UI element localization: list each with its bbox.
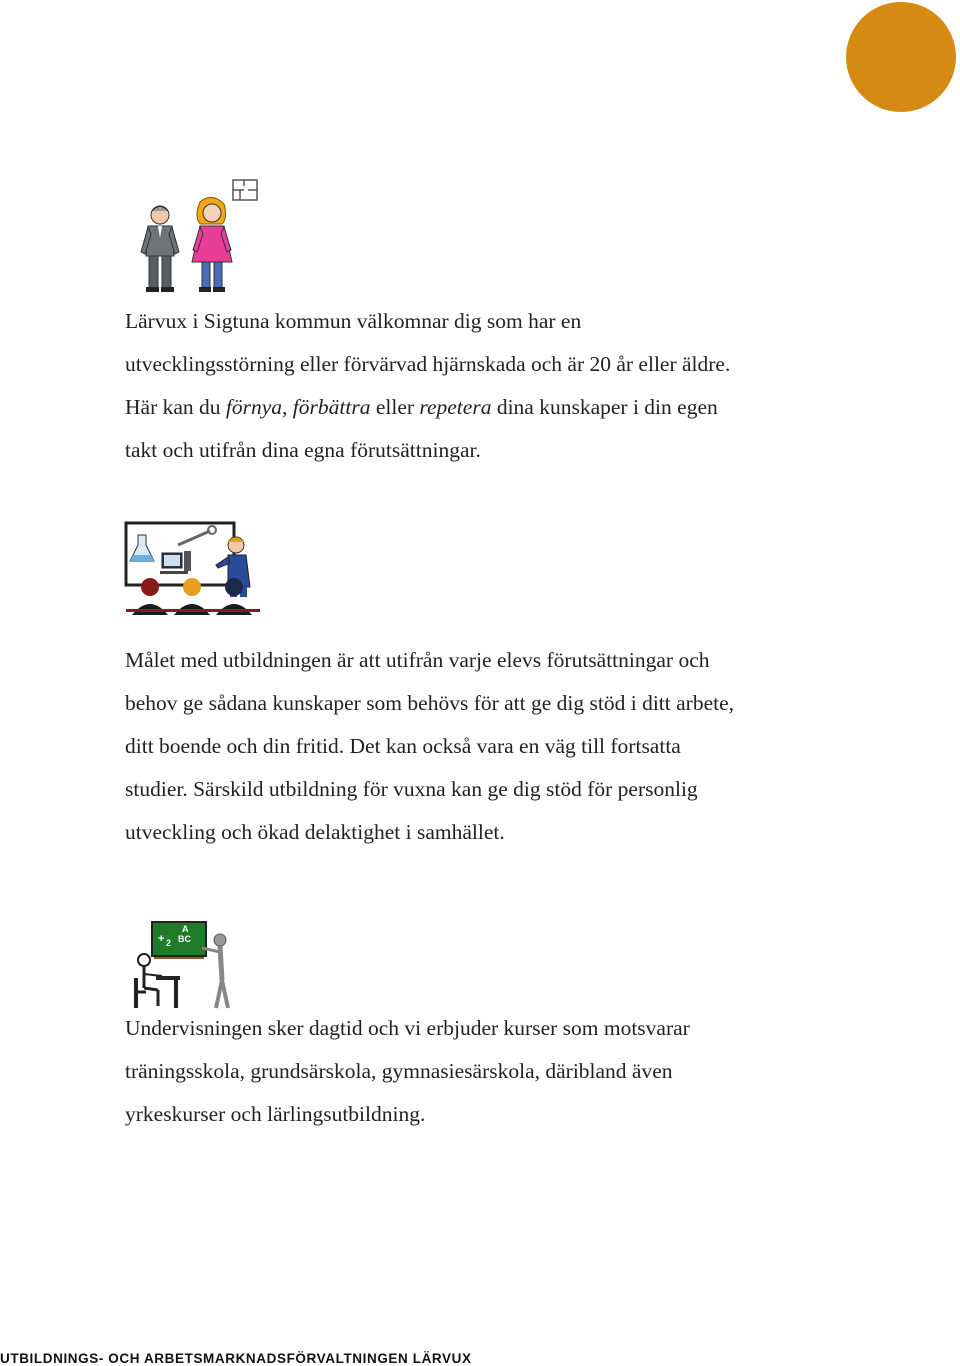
welcome-adults-pictogram-icon [136, 178, 262, 294]
goal-line-1: Målet med utbildningen är att utifrån varje elevs förutsättningar och [125, 648, 710, 672]
intro-em-forbattra: förbättra [292, 395, 371, 419]
teaching-line-3: yrkeskurser och lärlingsutbildning. [125, 1102, 426, 1126]
board-label-a: A [182, 924, 189, 934]
page-footer: UTBILDNINGS- OCH ARBETSMARKNADSFÖRVALTNINGEN LÄRVUX [0, 1351, 472, 1366]
teaching-paragraph [125, 1007, 905, 1136]
teaching-line-2: träningsskola, grundsärskola, gymnasiesärskola, däribland även [125, 1059, 673, 1083]
teaching-line-1: Undervisningen sker dagtid och vi erbjuder kurser som motsvarar [125, 1016, 690, 1040]
goal-line-4: studier. Särskild utbildning för vuxna kan ge dig stöd för personlig [125, 777, 698, 801]
intro-line-3-sep: , [282, 395, 293, 419]
orange-corner-circle [846, 2, 956, 112]
intro-em-repetera: repetera [419, 395, 492, 419]
goal-line-2: behov ge sådana kunskaper som behövs för att ge dig stöd i ditt arbete, [125, 691, 735, 715]
intro-line-3-pre: Här kan du [125, 395, 226, 419]
classroom-lesson-pictogram-icon [124, 521, 262, 617]
intro-line-4: takt och utifrån dina egna förutsättningar. [125, 438, 481, 462]
board-label-bc: BC [178, 934, 191, 944]
goal-line-3: ditt boende och din fritid. Det kan också vara en väg till fortsatta [125, 734, 681, 758]
intro-line-3-post: dina kunskaper i din egen [491, 395, 718, 419]
intro-paragraph [125, 300, 905, 472]
intro-line-3-mid: eller [370, 395, 420, 419]
goal-paragraph [125, 639, 905, 854]
board-label-plus: + [158, 933, 165, 945]
goal-line-5: utveckling och ökad delaktighet i samhället. [125, 820, 505, 844]
teacher-blackboard-pictogram-icon [130, 918, 234, 1012]
board-label-two: 2 [166, 938, 172, 948]
intro-line-2: utvecklingsstörning eller förvärvad hjärnskada och är 20 år eller äldre. [125, 352, 731, 376]
intro-line-1: Lärvux i Sigtuna kommun välkomnar dig som har en [125, 309, 582, 333]
intro-em-fornya: förnya [225, 395, 283, 419]
